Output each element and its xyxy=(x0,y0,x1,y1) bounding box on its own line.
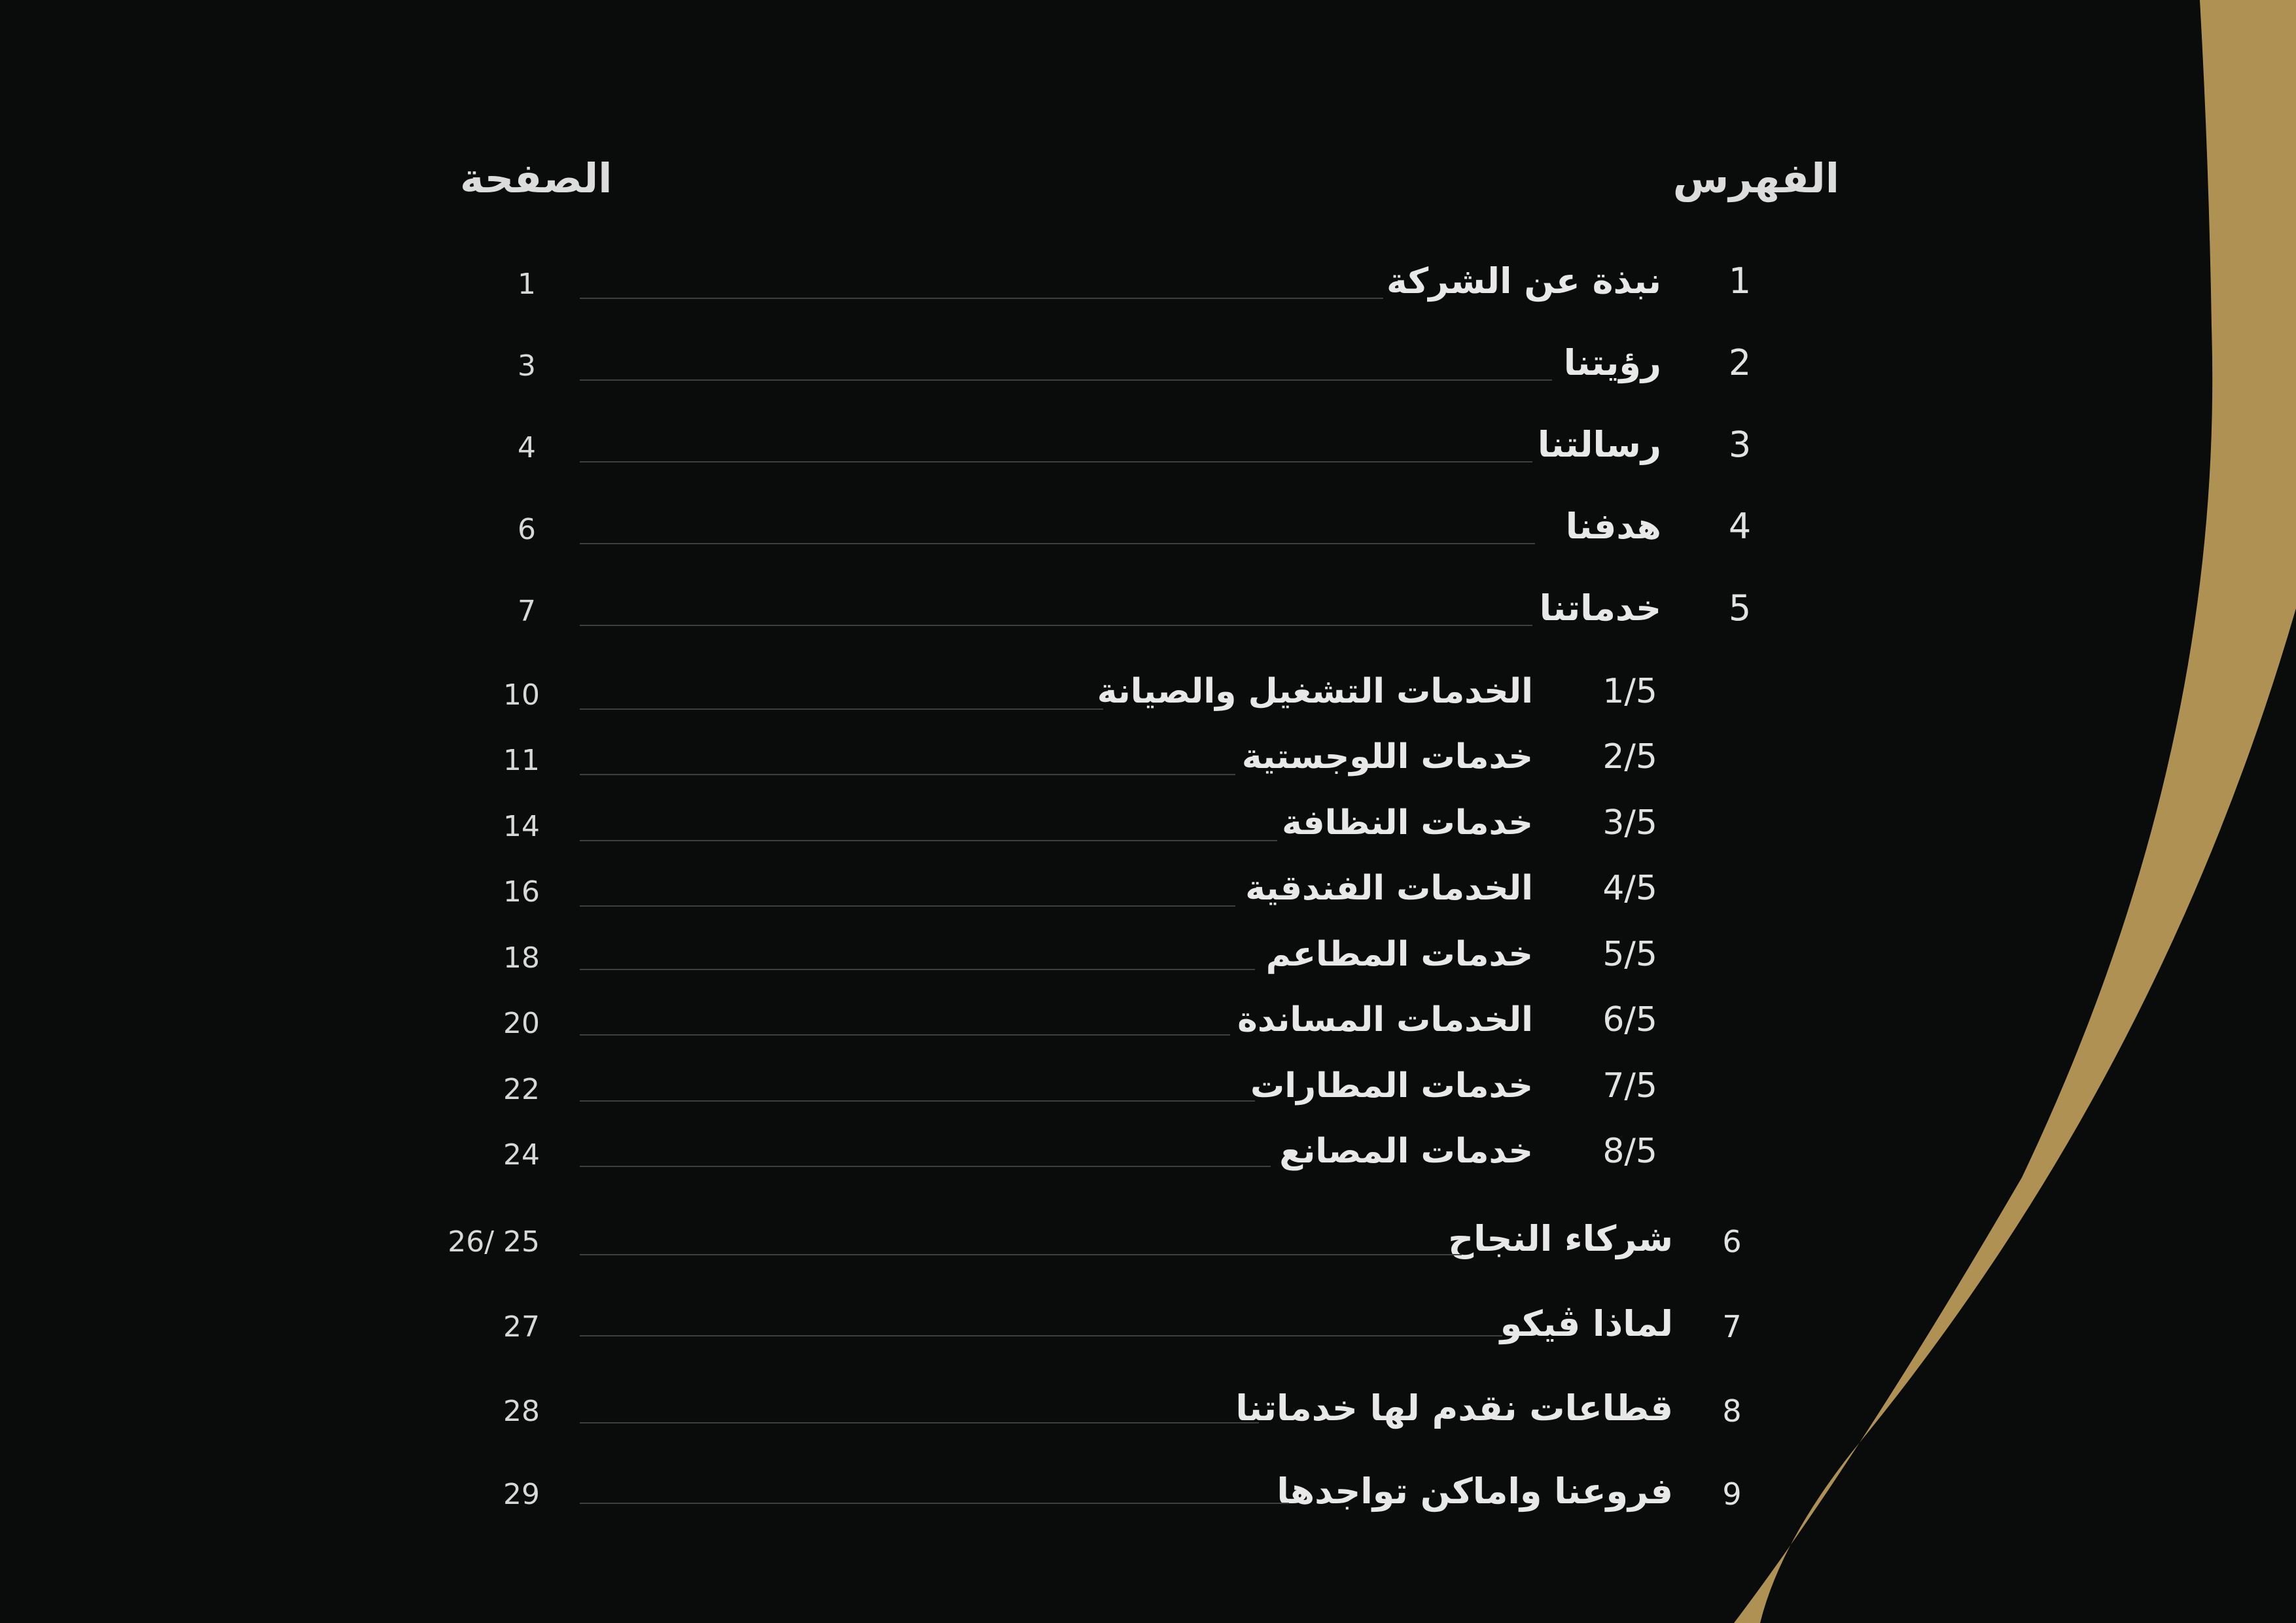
toc-row[interactable] xyxy=(0,587,2296,650)
toc-subnumber: 3/5 xyxy=(1602,803,1657,843)
toc-page-number: 29 xyxy=(503,1478,540,1511)
toc-number: 5 xyxy=(1728,587,1752,629)
toc-subrow[interactable] xyxy=(0,1134,2296,1193)
toc-subnumber: 2/5 xyxy=(1602,737,1657,777)
toc-page-number: 3 xyxy=(518,349,536,383)
leader-line xyxy=(580,298,1383,299)
index-heading: الفهرس xyxy=(1672,154,1839,202)
toc-subnumber: 8/5 xyxy=(1602,1132,1657,1171)
leader-line xyxy=(580,1503,1289,1504)
toc-number: 2 xyxy=(1728,342,1752,383)
toc-page-number: 26/ 25 xyxy=(448,1225,540,1259)
toc-row[interactable] xyxy=(0,342,2296,404)
leader-line xyxy=(580,969,1255,970)
page-column-heading: الصفحة xyxy=(460,154,612,202)
toc-subtitle: خدمات اللوجستية xyxy=(1241,737,1533,777)
toc-page-number: 6 xyxy=(518,513,536,546)
toc-number: 3 xyxy=(1728,424,1752,465)
toc-row[interactable] xyxy=(0,1387,2296,1450)
toc-number: 1 xyxy=(1728,260,1752,302)
toc-number: 6 xyxy=(1722,1224,1742,1259)
leader-line xyxy=(580,840,1277,841)
toc-page-number: 7 xyxy=(518,595,536,628)
toc-row[interactable] xyxy=(0,1471,2296,1533)
leader-line xyxy=(580,774,1235,775)
leader-line xyxy=(580,905,1235,907)
toc-title: قطاعات نقدم لها خدماتنا xyxy=(1235,1387,1673,1429)
toc-page-number: 27 xyxy=(503,1310,540,1344)
toc-page-number: 22 xyxy=(503,1073,540,1106)
toc-title: رؤيتنا xyxy=(1563,342,1661,383)
toc-row[interactable] xyxy=(0,1303,2296,1365)
leader-line xyxy=(580,461,1532,462)
leader-line xyxy=(580,625,1532,626)
toc-page-number: 20 xyxy=(503,1007,540,1040)
toc-subnumber: 1/5 xyxy=(1602,672,1657,711)
toc-subrow[interactable] xyxy=(0,1000,2296,1062)
leader-line xyxy=(580,1335,1502,1336)
toc-page-number: 11 xyxy=(503,744,540,777)
toc-page-number: 24 xyxy=(503,1138,540,1172)
toc-title: رسالتنا xyxy=(1537,424,1661,465)
toc-number: 4 xyxy=(1728,506,1752,547)
toc-title: هدفنا xyxy=(1565,506,1661,547)
toc-page-number: 10 xyxy=(503,678,540,712)
toc-subtitle: خدمات المطاعم xyxy=(1265,935,1533,974)
toc-subnumber: 4/5 xyxy=(1602,869,1657,908)
toc-number: 8 xyxy=(1722,1393,1742,1429)
toc-page-number: 4 xyxy=(518,431,536,464)
toc-subnumber: 5/5 xyxy=(1602,935,1657,974)
leader-line xyxy=(580,543,1535,544)
leader-line xyxy=(580,708,1103,710)
toc-subtitle: الخدمات الفندقية xyxy=(1245,869,1533,908)
leader-line xyxy=(580,1422,1259,1423)
toc-subrow[interactable] xyxy=(0,871,2296,930)
toc-subtitle: الخدمات التشغيل والصيانة xyxy=(1097,672,1533,711)
toc-subrow[interactable] xyxy=(0,1066,2296,1128)
toc-subnumber: 6/5 xyxy=(1602,1000,1657,1039)
leader-line xyxy=(580,1166,1271,1167)
toc-row[interactable] xyxy=(0,1218,2296,1280)
toc-row[interactable] xyxy=(0,506,2296,568)
toc-subtitle: خدمات النظافة xyxy=(1282,803,1533,843)
toc-subnumber: 7/5 xyxy=(1602,1066,1657,1106)
toc-subtitle: الخدمات المساندة xyxy=(1237,1000,1533,1039)
leader-line xyxy=(580,1254,1462,1255)
toc-subrow[interactable] xyxy=(0,674,2296,733)
leader-line xyxy=(580,379,1552,381)
toc-row[interactable] xyxy=(0,424,2296,486)
toc-row[interactable] xyxy=(0,260,2296,323)
leader-line xyxy=(580,1034,1230,1036)
toc-subrow[interactable] xyxy=(0,937,2296,996)
toc-subrow[interactable] xyxy=(0,737,2296,799)
toc-number: 7 xyxy=(1722,1309,1742,1344)
toc-number: 9 xyxy=(1722,1476,1742,1512)
toc-page-number: 14 xyxy=(503,810,540,843)
toc-page-number: 18 xyxy=(503,941,540,975)
toc-subtitle: خدمات المطارات xyxy=(1250,1066,1533,1106)
toc-title: فروعنا واماكن تواجدها xyxy=(1277,1471,1673,1512)
toc-title: لماذا ڤيكو xyxy=(1500,1303,1673,1344)
toc-page-number: 1 xyxy=(518,268,536,301)
leader-line xyxy=(580,1100,1255,1102)
toc-title: نبذة عن الشركة xyxy=(1386,260,1661,302)
toc-title: شركاء النجاح xyxy=(1448,1218,1673,1259)
toc-subtitle: خدمات المصانع xyxy=(1279,1132,1533,1171)
toc-title: خدماتنا xyxy=(1539,587,1661,629)
toc-page-number: 28 xyxy=(503,1395,540,1428)
toc-page-number: 16 xyxy=(503,875,540,909)
toc-subrow[interactable] xyxy=(0,803,2296,865)
